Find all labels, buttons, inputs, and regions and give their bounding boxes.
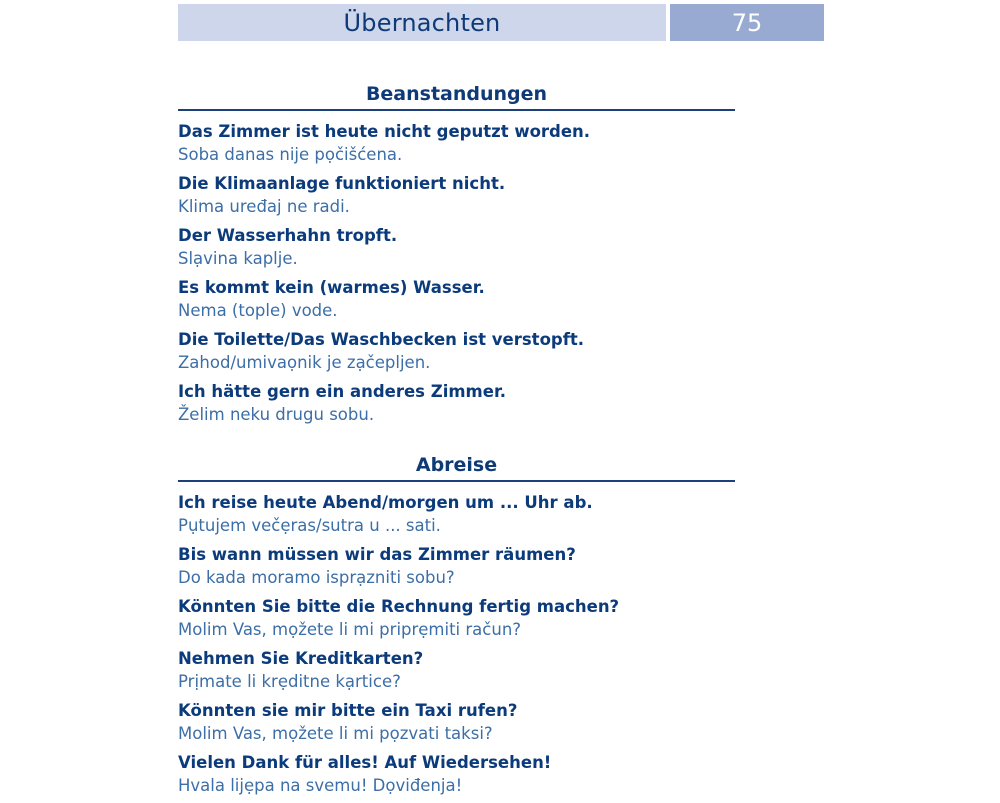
phrase-croatian: Želim neku drugu sobu. xyxy=(178,405,375,424)
phrase-item xyxy=(178,380,735,426)
phrase-croatian: Prịmate li krẹditne kạrtice? xyxy=(178,672,401,691)
phrase-item xyxy=(178,172,735,218)
phrase-german: Es kommt kein (warmes) Wasser. xyxy=(178,278,485,297)
page-number-box xyxy=(670,4,824,41)
section-heading: Beanstandungen xyxy=(178,82,735,111)
phrase-german: Nehmen Sie Kreditkarten? xyxy=(178,649,424,668)
phrase-croatian: Molim Vas, mọžete li mi pọzvati taksi? xyxy=(178,724,493,743)
phrase-german: Bis wann müssen wir das Zimmer räumen? xyxy=(178,545,576,564)
phrase-croatian: Pụtujem večẹras/sutra u ... sati. xyxy=(178,516,441,535)
phrase-item xyxy=(178,224,735,270)
section-heading: Abreise xyxy=(178,453,735,482)
phrase-german: Der Wasserhahn tropft. xyxy=(178,226,398,245)
phrase-croatian: Do kada moramo isprạzniti sobu? xyxy=(178,568,455,587)
phrase-croatian: Klima uređaj ne radi. xyxy=(178,197,350,216)
phrase-list xyxy=(178,491,735,797)
phrase-german: Ich reise heute Abend/morgen um ... Uhr ab. xyxy=(178,493,593,512)
chapter-title-box xyxy=(178,4,666,41)
page-number: 75 xyxy=(731,8,763,37)
phrase-croatian: Soba danas nije pọčišćena. xyxy=(178,145,403,164)
phrase-croatian: Nema (tople) vode. xyxy=(178,301,338,320)
phrase-german: Könnten Sie bitte die Rechnung fertig machen? xyxy=(178,597,620,616)
phrase-german: Vielen Dank für alles! Auf Wiedersehen! xyxy=(178,753,552,772)
phrase-item xyxy=(178,647,735,693)
phrase-croatian: Slạvina kaplje. xyxy=(178,249,298,268)
phrase-croatian: Molim Vas, mọžete li mi priprẹmiti račun? xyxy=(178,620,522,639)
phrase-german: Ich hätte gern ein anderes Zimmer. xyxy=(178,382,506,401)
phrase-german: Die Klimaanlage funktioniert nicht. xyxy=(178,174,506,193)
phrase-item xyxy=(178,328,735,374)
phrase-item xyxy=(178,491,735,537)
phrase-item xyxy=(178,595,735,641)
phrase-item xyxy=(178,699,735,745)
page-header xyxy=(178,4,824,41)
phrase-croatian: Zahod/umivaọnik je zạčepljen. xyxy=(178,353,431,372)
section-departure xyxy=(178,453,735,803)
phrase-item xyxy=(178,751,735,797)
phrase-german: Das Zimmer ist heute nicht geputzt worden. xyxy=(178,122,591,141)
phrase-item xyxy=(178,276,735,322)
phrase-list xyxy=(178,120,735,426)
phrase-german: Die Toilette/Das Waschbecken ist verstopft. xyxy=(178,330,585,349)
phrase-item xyxy=(178,543,735,589)
phrase-german: Könnten sie mir bitte ein Taxi rufen? xyxy=(178,701,518,720)
section-complaints xyxy=(178,82,735,432)
phrase-item xyxy=(178,120,735,166)
phrase-croatian: Hvala lijẹpa na svemu! Dọviđenja! xyxy=(178,776,463,795)
chapter-title: Übernachten xyxy=(343,8,501,37)
